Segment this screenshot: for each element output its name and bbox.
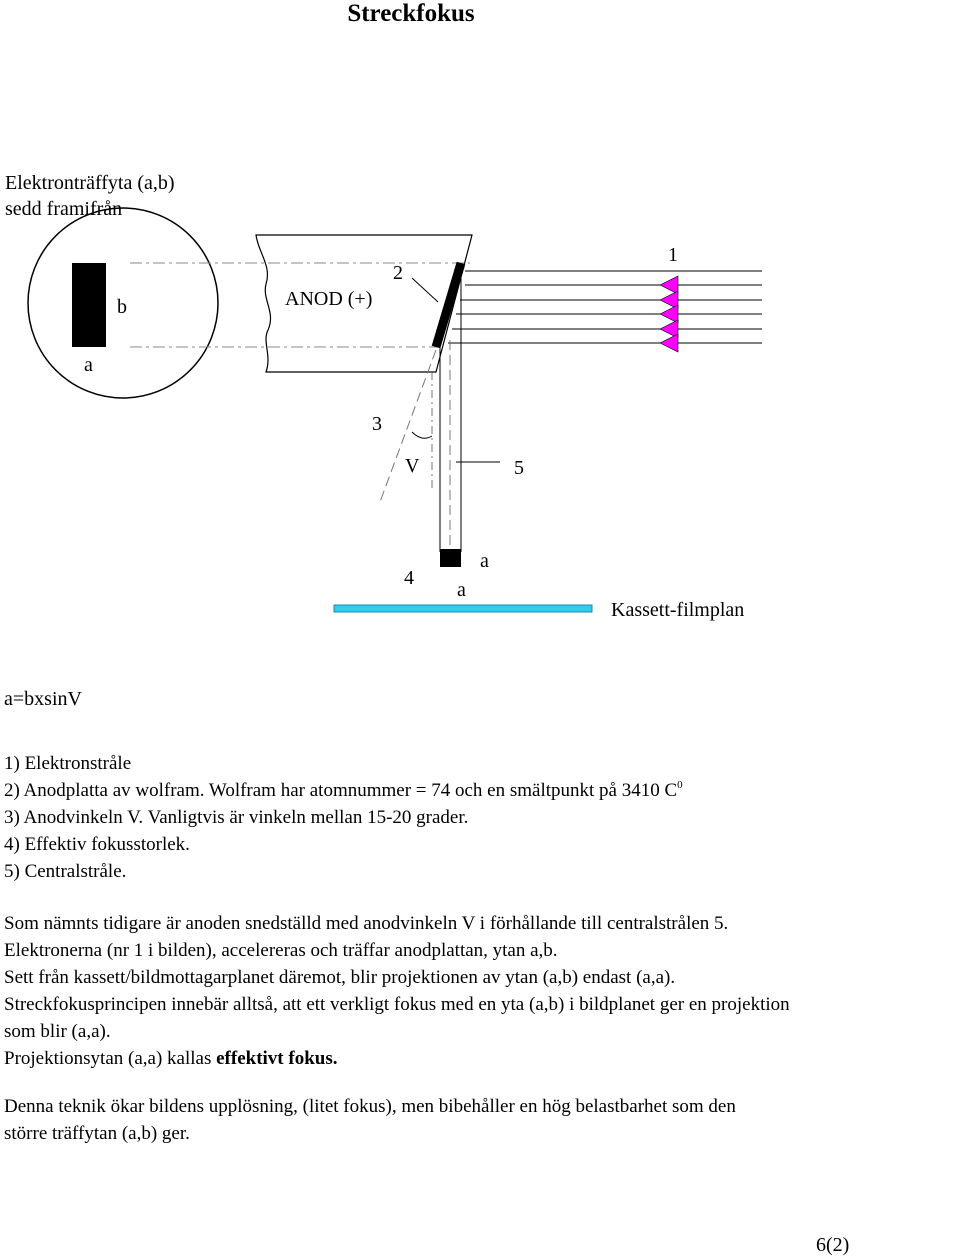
paragraph-line: Som nämnts tidigare är anoden snedställd med anodvinkeln V i förhållande till centralstrålen 5. [4,913,729,934]
anode-angle-line [380,350,436,502]
list-item: 5) Centralstråle. [4,861,127,882]
arrow-icon [660,334,678,352]
label-a-lower: a [457,579,466,601]
paragraph-line: Projektionsytan (a,a) kallas effektivt fokus. [4,1048,338,1069]
paragraph-line: Streckfokusprincipen innebär alltså, att ett verkligt fokus med en yta (a,b) i bildplanet ger en projektion [4,994,790,1015]
label-1: 1 [668,244,678,266]
list-item: 3) Anodvinkeln V. Vanligtvis är vinkeln mellan 15-20 grader. [4,807,469,828]
anode-plate [436,263,461,347]
film-label: Kassett-filmplan [611,599,745,621]
label-3: 3 [372,413,382,435]
page-number: 6(2) [816,1234,850,1256]
list-item: 4) Effektiv fokusstorlek. [4,834,190,855]
page-title: Streckfokus [347,0,475,27]
superscript: 0 [677,779,683,791]
film-plane [334,605,592,612]
paragraph-line: som blir (a,a). [4,1021,111,1042]
electron-arrows [660,276,678,352]
explanation-paragraph [4,910,790,1072]
label-2-leader [412,278,438,302]
paragraph-line: större träffytan (a,b) ger. [4,1123,190,1144]
inset-caption-line2: sedd framifrån [5,198,123,220]
legend-list [4,750,683,885]
label-V: V [405,455,420,477]
closing-paragraph [4,1093,736,1147]
list-item: 1) Elektronstråle [4,753,132,774]
inset-label-b: b [117,296,127,318]
label-2: 2 [393,262,403,284]
formula: a=bxsinV [4,688,82,710]
inset-label-a: a [84,354,93,376]
anode-label: ANOD (+) [285,288,373,310]
list-item: 2) Anodplatta av wolfram. Wolfram har atomnummer = 74 och en smältpunkt på 3410 $C^0$ [4,779,683,801]
inset-focal-surface [72,263,106,347]
arrow-icon [660,276,678,294]
label-4: 4 [404,567,414,589]
inset-caption-line1: Elektronträffyta (a,b) [5,172,175,194]
bold-term: effektivt fokus. [216,1048,338,1069]
label-5: 5 [514,457,524,479]
paragraph-line: Sett från kassett/bildmottagarplanet däremot, blir projektionen av ytan (a,b) endast (a,a). [4,967,676,988]
effective-focus [440,549,461,567]
arrow-icon [660,305,678,323]
paragraph-line: Elektronerna (nr 1 i bilden), accelereras och träffar anodplattan, ytan a,b. [4,940,558,961]
angle-arc [412,432,432,438]
inset-caption [5,170,175,222]
paragraph-line: Denna teknik ökar bildens upplösning, (litet fokus), men bibehåller en hög belastbarhet som den [4,1096,736,1117]
label-a-upper: a [480,550,489,572]
